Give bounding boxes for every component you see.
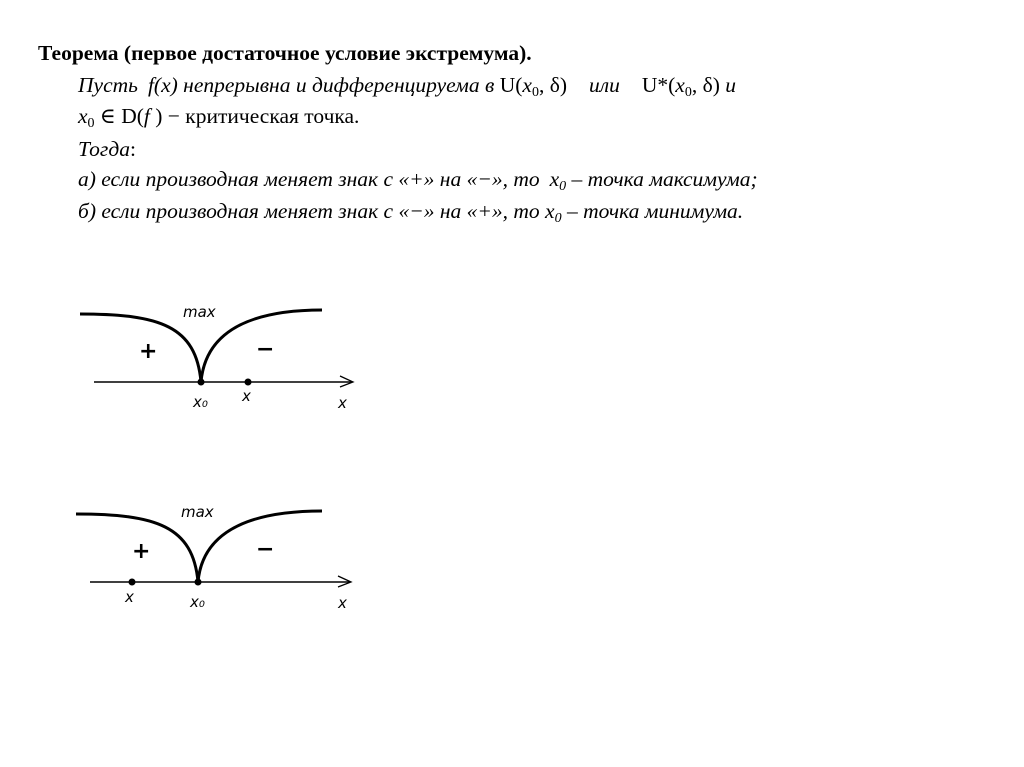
- axis-label-x: x: [338, 594, 347, 612]
- graph-2-svg: [60, 496, 380, 616]
- neighborhood-Ustar: U*(: [641, 73, 676, 97]
- sign-minus: −: [256, 337, 275, 362]
- case-a: а) если производная меняет знак с «+» на «−», то: [78, 167, 540, 191]
- var-x: x: [549, 167, 560, 191]
- label-x0: x₀: [190, 593, 205, 611]
- point-x0: [198, 379, 205, 386]
- word-and: и: [719, 73, 737, 97]
- theorem-title: Теорема (первое достаточное условие экстремума).: [38, 41, 532, 65]
- sign-minus: −: [256, 537, 275, 562]
- critical-point-text: ) − критическая точка.: [149, 104, 360, 128]
- point-x0: [195, 579, 202, 586]
- sub-zero: 0: [531, 85, 539, 100]
- domain-in: ∈ D(: [94, 104, 144, 128]
- min-point-text: – точка минимума.: [561, 199, 744, 223]
- var-x: x: [78, 104, 88, 128]
- label-x: x: [242, 387, 251, 405]
- text-continuous: непрерывна и дифференцируема в: [177, 73, 500, 97]
- delta: , δ): [538, 73, 567, 97]
- graph-1: [60, 296, 380, 416]
- theorem-line-2: [78, 103, 359, 129]
- sign-plus: +: [139, 339, 158, 364]
- axis-label-x: x: [338, 394, 347, 412]
- sub-zero: 0: [684, 85, 692, 100]
- graph-2: [60, 496, 380, 616]
- label-max: max: [183, 303, 216, 321]
- var-x: x: [522, 73, 532, 97]
- sign-plus: +: [132, 539, 151, 564]
- label-x: x: [125, 588, 134, 606]
- graph-1-svg: [60, 296, 380, 416]
- var-x: x: [545, 199, 555, 223]
- point-x: [245, 379, 252, 386]
- label-x0: x₀: [193, 393, 208, 411]
- word-then: Тогда: [78, 137, 130, 161]
- sub-zero: 0: [554, 211, 562, 226]
- max-point-text: – точка максимума;: [566, 167, 758, 191]
- function-fx: f(x): [147, 73, 178, 97]
- theorem-line-3: [78, 136, 136, 162]
- sub-zero: 0: [559, 179, 567, 194]
- label-max: max: [181, 503, 214, 521]
- case-b: б) если производная меняет знак с «−» на «+», то: [78, 199, 546, 223]
- word-let: Пусть: [78, 73, 138, 97]
- theorem-line-5: [78, 198, 743, 224]
- delta: , δ): [691, 73, 720, 97]
- word-or: или: [588, 73, 620, 97]
- var-f: f: [143, 104, 150, 128]
- theorem-line-4: [78, 166, 758, 192]
- colon: :: [129, 137, 136, 161]
- neighborhood-U: U(: [499, 73, 523, 97]
- theorem-line-1: [78, 72, 736, 98]
- var-x: x: [675, 73, 685, 97]
- sub-zero: 0: [87, 116, 95, 131]
- point-x: [129, 579, 136, 586]
